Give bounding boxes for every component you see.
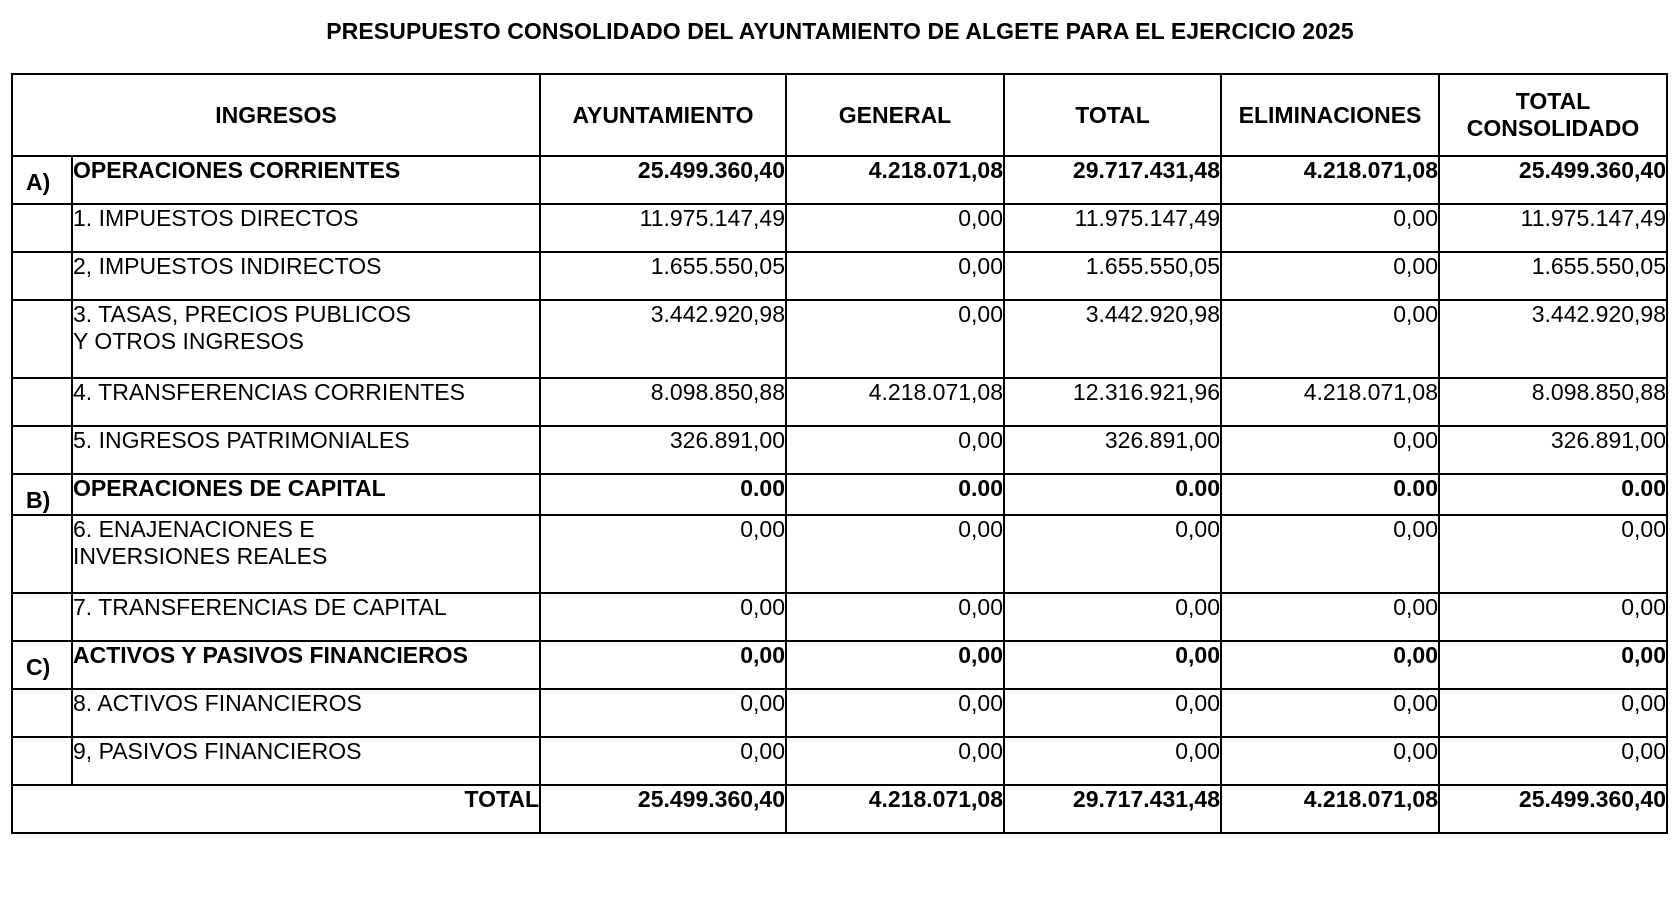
value-general: 0,00 — [786, 426, 1004, 474]
value-general: 0.00 — [786, 474, 1004, 515]
value-eliminaciones: 4.218.071,08 — [1221, 378, 1439, 426]
value-total-consolidado: 8.098.850,88 — [1439, 378, 1667, 426]
section-letter: B) — [12, 474, 72, 515]
table-row — [12, 737, 1667, 785]
value-total-consolidado: 326.891,00 — [1439, 426, 1667, 474]
value-total: 1.655.550,05 — [1004, 252, 1221, 300]
value-ayuntamiento: 0,00 — [540, 641, 786, 689]
section-label: OPERACIONES CORRIENTES — [72, 156, 540, 204]
item-label: 6. ENAJENACIONES E INVERSIONES REALES — [72, 515, 540, 593]
value-total: 29.717.431,48 — [1004, 785, 1221, 833]
value-total: 0,00 — [1004, 593, 1221, 641]
value-eliminaciones: 0,00 — [1221, 689, 1439, 737]
item-label: 4. TRANSFERENCIAS CORRIENTES — [72, 378, 540, 426]
section-row-b — [12, 474, 1667, 515]
value-total: 0.00 — [1004, 474, 1221, 515]
header-row — [12, 74, 1667, 156]
value-total: 0,00 — [1004, 689, 1221, 737]
value-general: 4.218.071,08 — [786, 156, 1004, 204]
value-ayuntamiento: 1.655.550,05 — [540, 252, 786, 300]
header-ayuntamiento: AYUNTAMIENTO — [540, 74, 786, 156]
document-title: PRESUPUESTO CONSOLIDADO DEL AYUNTAMIENTO DE ALGETE PARA EL EJERCICIO 2025 — [326, 18, 1354, 44]
value-total-consolidado: 0,00 — [1439, 593, 1667, 641]
section-letter: A) — [12, 156, 72, 204]
item-label: 2, IMPUESTOS INDIRECTOS — [72, 252, 540, 300]
item-label: 3. TASAS, PRECIOS PUBLICOS Y OTROS INGRESOS — [72, 300, 540, 378]
total-label: TOTAL — [12, 785, 540, 833]
value-eliminaciones: 0,00 — [1221, 252, 1439, 300]
value-general: 4.218.071,08 — [786, 378, 1004, 426]
value-general: 0,00 — [786, 300, 1004, 378]
value-ayuntamiento: 0,00 — [540, 737, 786, 785]
value-ayuntamiento: 8.098.850,88 — [540, 378, 786, 426]
value-ayuntamiento: 0.00 — [540, 474, 786, 515]
table-row — [12, 252, 1667, 300]
value-total-consolidado: 25.499.360,40 — [1439, 156, 1667, 204]
value-total-consolidado: 0,00 — [1439, 689, 1667, 737]
table-row — [12, 515, 1667, 593]
value-eliminaciones: 4.218.071,08 — [1221, 156, 1439, 204]
total-row — [12, 785, 1667, 833]
item-label: 5. INGRESOS PATRIMONIALES — [72, 426, 540, 474]
header-eliminaciones: ELIMINACIONES — [1221, 74, 1439, 156]
value-general: 0,00 — [786, 641, 1004, 689]
value-total-consolidado: 0,00 — [1439, 515, 1667, 593]
value-total: 11.975.147,49 — [1004, 204, 1221, 252]
value-total: 326.891,00 — [1004, 426, 1221, 474]
header-ingresos: INGRESOS — [12, 74, 540, 156]
value-total: 0,00 — [1004, 515, 1221, 593]
value-ayuntamiento: 25.499.360,40 — [540, 156, 786, 204]
table-row — [12, 204, 1667, 252]
value-total-consolidado: 0.00 — [1439, 474, 1667, 515]
value-ayuntamiento: 0,00 — [540, 593, 786, 641]
value-general: 0,00 — [786, 515, 1004, 593]
item-label: 7. TRANSFERENCIAS DE CAPITAL — [72, 593, 540, 641]
value-eliminaciones: 0,00 — [1221, 300, 1439, 378]
table-row — [12, 300, 1667, 378]
value-total-consolidado: 25.499.360,40 — [1439, 785, 1667, 833]
value-ayuntamiento: 25.499.360,40 — [540, 785, 786, 833]
item-label: 1. IMPUESTOS DIRECTOS — [72, 204, 540, 252]
value-ayuntamiento: 0,00 — [540, 689, 786, 737]
header-total-consolidado: TOTAL CONSOLIDADO — [1439, 74, 1667, 156]
value-total: 0,00 — [1004, 641, 1221, 689]
value-eliminaciones: 0,00 — [1221, 426, 1439, 474]
value-eliminaciones: 0.00 — [1221, 474, 1439, 515]
value-ayuntamiento: 0,00 — [540, 515, 786, 593]
budget-table — [11, 73, 1668, 834]
value-total: 0,00 — [1004, 737, 1221, 785]
value-general: 0,00 — [786, 737, 1004, 785]
value-eliminaciones: 0,00 — [1221, 641, 1439, 689]
header-total: TOTAL — [1004, 74, 1221, 156]
item-label: 9, PASIVOS FINANCIEROS — [72, 737, 540, 785]
value-total-consolidado: 3.442.920,98 — [1439, 300, 1667, 378]
value-eliminaciones: 0,00 — [1221, 593, 1439, 641]
item-label: 8. ACTIVOS FINANCIEROS — [72, 689, 540, 737]
value-total-consolidado: 1.655.550,05 — [1439, 252, 1667, 300]
value-total-consolidado: 11.975.147,49 — [1439, 204, 1667, 252]
table-row — [12, 689, 1667, 737]
value-eliminaciones: 0,00 — [1221, 737, 1439, 785]
section-letter: C) — [12, 641, 72, 689]
value-ayuntamiento: 11.975.147,49 — [540, 204, 786, 252]
header-general: GENERAL — [786, 74, 1004, 156]
value-eliminaciones: 0,00 — [1221, 204, 1439, 252]
value-eliminaciones: 0,00 — [1221, 515, 1439, 593]
value-general: 4.218.071,08 — [786, 785, 1004, 833]
section-row-a — [12, 156, 1667, 204]
value-total-consolidado: 0,00 — [1439, 641, 1667, 689]
value-general: 0,00 — [786, 689, 1004, 737]
table-row — [12, 378, 1667, 426]
value-total: 3.442.920,98 — [1004, 300, 1221, 378]
section-label: ACTIVOS Y PASIVOS FINANCIEROS — [72, 641, 540, 689]
section-label: OPERACIONES DE CAPITAL — [72, 474, 540, 515]
value-ayuntamiento: 326.891,00 — [540, 426, 786, 474]
table-row — [12, 426, 1667, 474]
value-general: 0,00 — [786, 252, 1004, 300]
table-row — [12, 593, 1667, 641]
value-total-consolidado: 0,00 — [1439, 737, 1667, 785]
value-general: 0,00 — [786, 593, 1004, 641]
section-row-c — [12, 641, 1667, 689]
value-eliminaciones: 4.218.071,08 — [1221, 785, 1439, 833]
value-total: 29.717.431,48 — [1004, 156, 1221, 204]
value-total: 12.316.921,96 — [1004, 378, 1221, 426]
value-general: 0,00 — [786, 204, 1004, 252]
value-ayuntamiento: 3.442.920,98 — [540, 300, 786, 378]
